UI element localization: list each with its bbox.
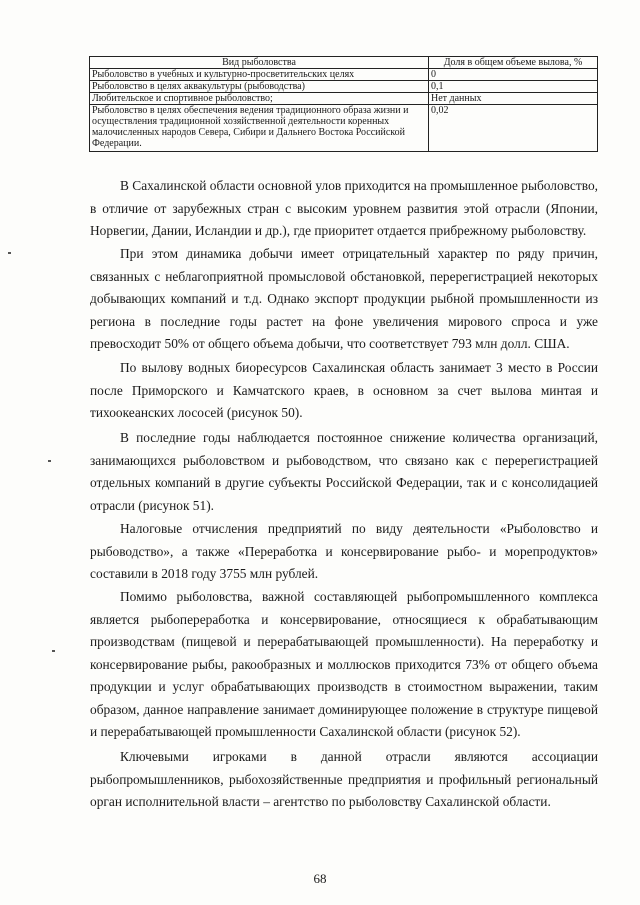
paragraph-text: Ключевыми игроками в данной отрасли являются ассоциации рыбопромышленников, рыбохозяйственные предприятия и профильный региональный орган исполнительной власти – агентство по рыболовству Сахалинской области. [90,749,598,809]
paragraph-production-dynamics [90,243,598,356]
page-number: 68 [313,871,327,886]
paragraph-region-rank [90,357,598,425]
paragraph-tax-payments [90,518,598,586]
paragraph-text: Налоговые отчисления предприятий по виду деятельности «Рыболовство и рыбоводство», а также «Переработка и консервирование рыбо- и морепродуктов» составили в 2018 году 3755 млн рублей. [90,521,598,581]
table-cell-share: Нет данных [429,93,598,105]
scan-speck [52,650,55,652]
table-row [90,105,598,152]
fishing-share-table [89,56,598,152]
table-row [90,69,598,81]
paragraph-text: По вылову водных биоресурсов Сахалинская область занимает 3 место в России после Приморского и Камчатского краев, в основном за счет вылова минтая и тихоокеанских лососей (рисунок 50). [90,360,598,420]
table-row [90,81,598,93]
paragraph-organizations [90,427,598,517]
header-catch-share: Доля в общем объеме вылова, % [429,57,598,69]
paragraph-catch-structure [90,175,598,243]
table-cell-share: 0 [429,69,598,81]
table-cell-share: 0,02 [429,105,598,152]
paragraph-text: Помимо рыболовства, важной составляющей рыбопромышленного комплекса является рыбопереработка и консервирование, относящиеся к обрабатывающим производствам (пищевой и перерабатывающей промышленности). На переработку и консервирование рыбы, ракообразных и моллюсков приходится 73% от общего объема продукции и услуг обрабатывающих производств в стоимостном выражении, таким образом, данное направление занимает доминирующее положение в структуре пищевой и перерабатывающей промышленности Сахалинской области (рисунок 52). [90,589,598,739]
paragraph-key-players [90,746,598,814]
paragraph-text: При этом динамика добычи имеет отрицательный характер по ряду причин, связанных с неблагоприятной промысловой обстановкой, перерегистрацией некоторых добывающих компаний и т.д. Однако экспорт продукции рыбной промышленности из региона в последние годы растет на фоне увеличения мирового спроса и уже превосходит 50% от общего объема добычи, что соответствует 793 млн долл. США. [90,246,598,351]
scan-speck [8,252,11,254]
table-row [90,93,598,105]
table-cell-share: 0,1 [429,81,598,93]
table-cell-type: Рыболовство в целях обеспечения ведения традиционного образа жизни и осуществления традиционной хозяйственной деятельности коренных малочисленных народов Севера, Сибири и Дальнего Востока Российской Федерации. [90,105,429,152]
paragraph-fish-processing [90,586,598,744]
paragraph-text: В Сахалинской области основной улов приходится на промышленное рыболовство, в отличие от зарубежных стран с высоким уровнем развития этой отрасли (Японии, Норвегии, Дании, Исландии и др.), где приоритет отдается прибрежному рыболовству. [90,178,598,238]
table-cell-type: Рыболовство в целях аквакультуры (рыбоводства) [90,81,429,93]
header-fishing-type: Вид рыболовства [90,57,429,69]
table-header-row [90,57,598,69]
table-cell-type: Любительское и спортивное рыболовство; [90,93,429,105]
paragraph-text: В последние годы наблюдается постоянное снижение количества организаций, занимающихся рыболовством и рыбоводством, что связано как с перерегистрацией отдельных компаний в другие субъекты Российской Федерации, так и с консолидацией отрасли (рисунок 51). [90,430,598,513]
scan-speck [48,460,51,462]
table-cell-type: Рыболовство в учебных и культурно-просветительских целях [90,69,429,81]
